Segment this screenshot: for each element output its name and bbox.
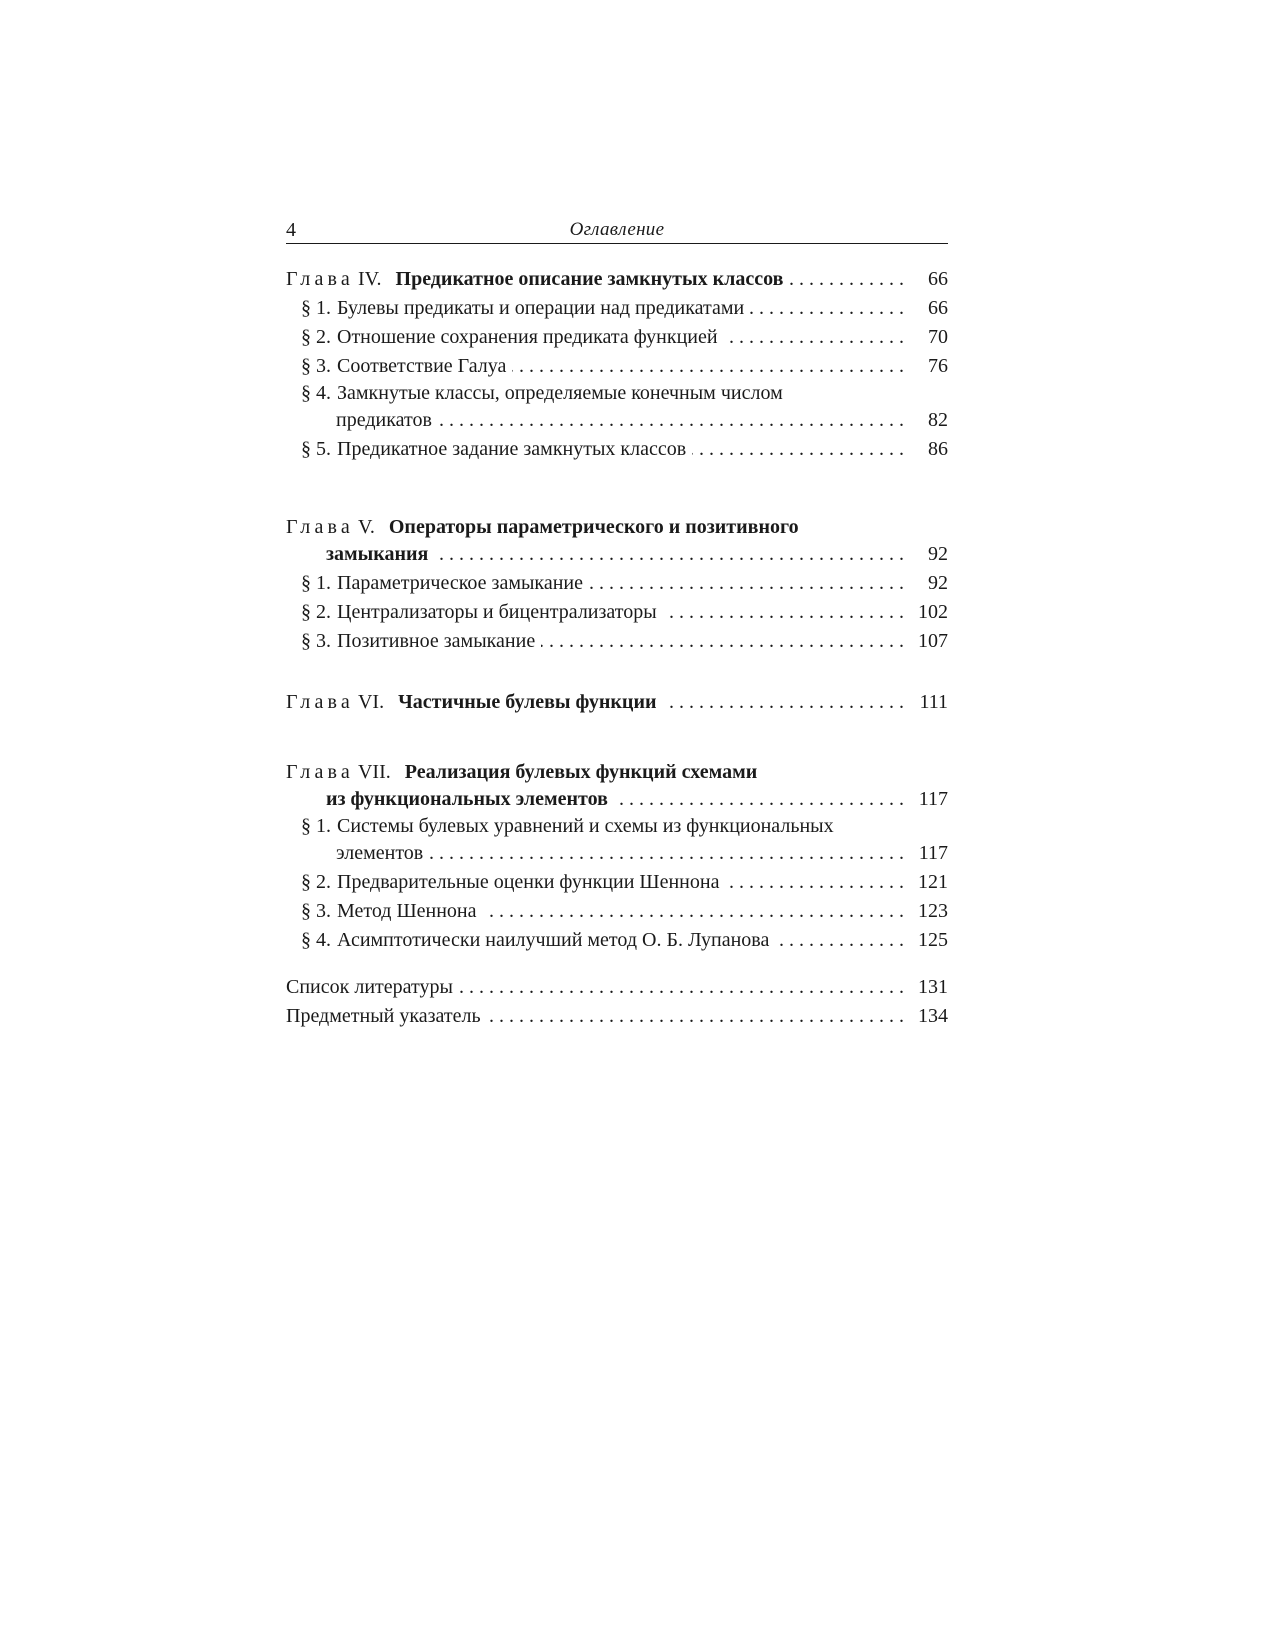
leader-dots — [663, 598, 904, 627]
leader-dots — [434, 540, 904, 569]
leader-dots — [438, 406, 904, 435]
leader-dots — [589, 569, 904, 598]
section-number: § 1. — [301, 572, 331, 594]
page-ref: 117 — [918, 788, 948, 810]
page-ref: 92 — [928, 572, 948, 594]
toc-section-line[interactable] — [286, 868, 948, 897]
page-header — [286, 219, 948, 244]
toc-back-matter — [286, 973, 948, 1031]
page-ref: 111 — [919, 691, 948, 713]
section-title: Системы булевых уравнений и схемы из функциональных — [337, 815, 834, 837]
chapter-label: Глава — [286, 761, 354, 783]
toc-section-line[interactable] — [286, 897, 948, 926]
toc-section-line[interactable] — [286, 598, 948, 627]
page-ref: 117 — [918, 842, 948, 864]
section-title: Позитивное замыкание — [337, 630, 536, 652]
section-number: § 1. — [301, 815, 331, 837]
leader-dots — [692, 435, 904, 464]
section-title: Централизаторы и бицентрализаторы — [337, 601, 657, 623]
leader-dots — [541, 627, 904, 656]
toc-section-line[interactable] — [286, 627, 948, 656]
toc-back-matter-line[interactable] — [286, 1002, 948, 1031]
section-title: Параметрическое замыкание — [337, 572, 583, 594]
page-ref: 125 — [918, 929, 948, 951]
page-ref: 86 — [928, 438, 948, 460]
leader-dots — [775, 926, 904, 955]
leader-dots — [487, 1002, 904, 1031]
toc-section-line[interactable] — [286, 569, 948, 598]
toc-section-line[interactable] — [286, 294, 948, 323]
section-number: § 3. — [301, 900, 331, 922]
leader-dots — [459, 973, 904, 1002]
section-title: Предикатное задание замкнутых классов — [337, 438, 687, 460]
section-title: Предварительные оценки функции Шеннона — [337, 871, 720, 893]
toc-chapter-line[interactable] — [286, 515, 948, 540]
page-ref: 66 — [928, 297, 948, 319]
section-number: § 1. — [301, 297, 331, 319]
section-number: § 3. — [301, 355, 331, 377]
chapter-title-continuation: из функциональных элементов — [326, 788, 608, 810]
leader-dots — [483, 897, 904, 926]
toc-section-line[interactable] — [286, 352, 948, 381]
page-ref: 66 — [928, 268, 948, 290]
chapter-title: Частичные булевы функции — [398, 691, 657, 713]
chapter-number: VII. — [357, 761, 391, 783]
toc-chapter-line[interactable] — [286, 688, 948, 717]
chapter-title-continuation: замыкания — [326, 543, 429, 565]
page-ref: 76 — [928, 355, 948, 377]
page-ref: 121 — [918, 871, 948, 893]
leader-dots — [614, 785, 904, 814]
section-number: § 2. — [301, 871, 331, 893]
page-ref: 92 — [928, 543, 948, 565]
section-number: § 3. — [301, 630, 331, 652]
chapter-title: Операторы параметрического и позитивного — [388, 516, 799, 538]
chapter-label: Глава — [286, 516, 354, 538]
chapter-number: IV. — [357, 268, 382, 290]
section-title-continuation: элементов — [336, 842, 424, 864]
back-matter-title: Список литературы — [286, 976, 453, 998]
leader-dots — [429, 839, 904, 868]
toc-section-line[interactable] — [286, 381, 948, 406]
leader-dots — [663, 688, 904, 717]
section-title: Соответствие Галуа — [337, 355, 507, 377]
page-ref: 123 — [918, 900, 948, 922]
section-title: Замкнутые классы, определяемые конечным числом — [337, 382, 783, 404]
section-number: § 4. — [301, 382, 331, 404]
section-title: Асимптотически наилучший метод О. Б. Лупанова — [337, 929, 770, 951]
chapter-title: Предикатное описание замкнутых классов — [395, 268, 784, 290]
chapter-number: V. — [357, 516, 375, 538]
section-title: Отношение сохранения предиката функцией — [337, 326, 718, 348]
page-ref: 70 — [928, 326, 948, 348]
page-ref: 131 — [918, 976, 948, 998]
chapter-number: VI. — [357, 691, 385, 713]
toc-back-matter-line[interactable] — [286, 973, 948, 1002]
page-number: 4 — [286, 219, 296, 241]
running-title: Оглавление — [569, 219, 665, 240]
section-number: § 4. — [301, 929, 331, 951]
toc-section-line[interactable] — [286, 435, 948, 464]
leader-dots — [512, 352, 904, 381]
toc-chapter-continuation[interactable] — [286, 785, 948, 814]
chapter-label: Глава — [286, 268, 354, 290]
toc-chapter-4 — [286, 265, 948, 464]
leader-dots — [789, 265, 904, 294]
leader-dots — [725, 868, 904, 897]
toc-section-continuation[interactable] — [286, 406, 948, 435]
chapter-label: Глава — [286, 691, 354, 713]
leader-dots — [750, 294, 904, 323]
section-title-continuation: предикатов — [336, 409, 432, 431]
section-title: Метод Шеннона — [337, 900, 477, 922]
section-number: § 2. — [301, 326, 331, 348]
toc-section-continuation[interactable] — [286, 839, 948, 868]
section-title: Булевы предикаты и операции над предикатами — [337, 297, 745, 319]
page-ref: 82 — [928, 409, 948, 431]
toc-chapter-line[interactable] — [286, 760, 948, 785]
chapter-title: Реализация булевых функций схемами — [404, 761, 758, 783]
toc-chapter-continuation[interactable] — [286, 540, 948, 569]
toc-section-line[interactable] — [286, 814, 948, 839]
toc-section-line[interactable] — [286, 323, 948, 352]
toc-section-line[interactable] — [286, 926, 948, 955]
page-ref: 102 — [918, 601, 948, 623]
section-number: § 5. — [301, 438, 331, 460]
page-ref: 107 — [918, 630, 948, 652]
back-matter-title: Предметный указатель — [286, 1005, 481, 1027]
leader-dots — [724, 323, 904, 352]
section-number: § 2. — [301, 601, 331, 623]
toc-chapter-6 — [286, 688, 948, 717]
toc-chapter-7 — [286, 760, 948, 955]
toc-chapter-line[interactable] — [286, 265, 948, 294]
page-ref: 134 — [918, 1005, 948, 1027]
toc-chapter-5 — [286, 515, 948, 656]
